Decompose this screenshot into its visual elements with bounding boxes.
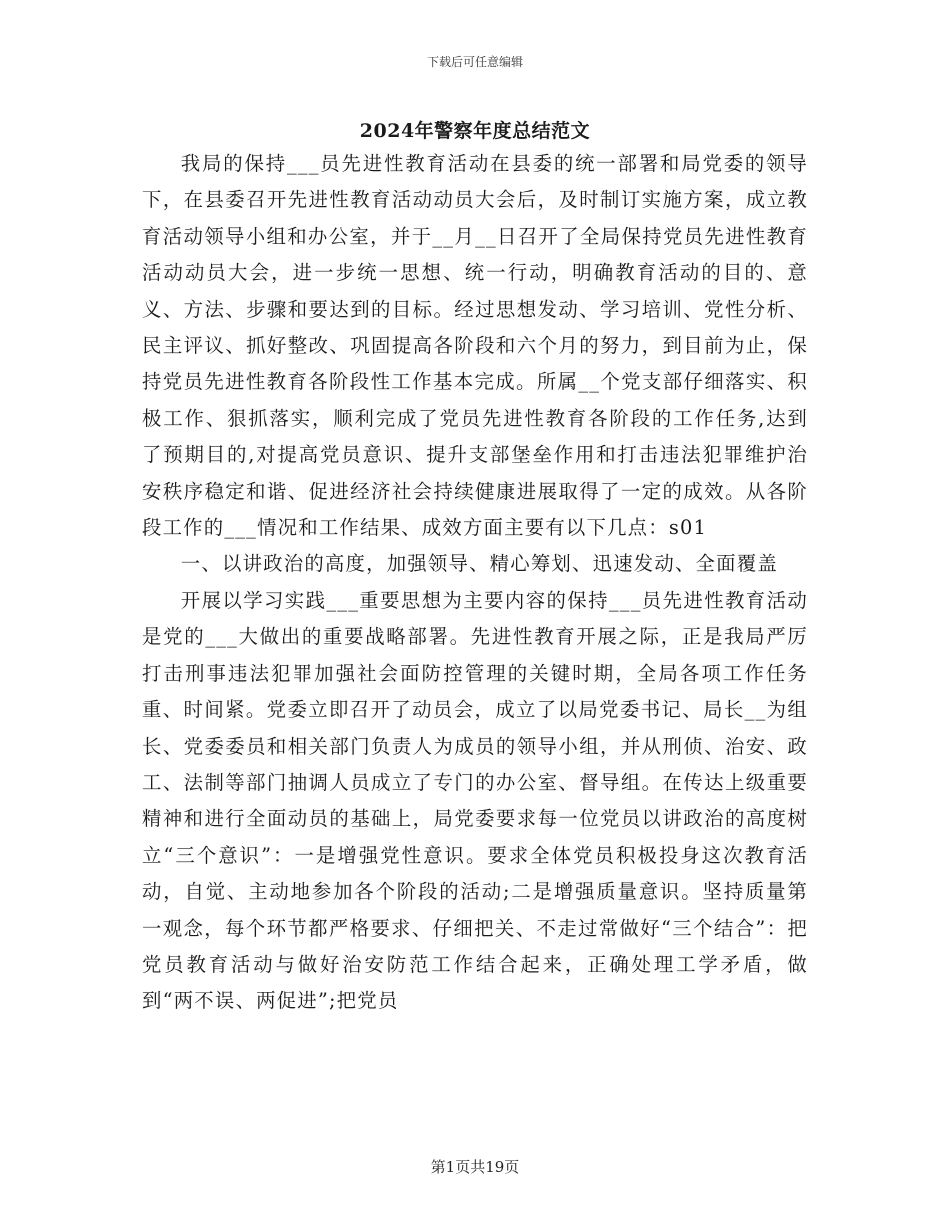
header-note: 下载后可任意编辑 [426, 55, 523, 69]
document-title: 2024年警察年度总结范文 [359, 120, 591, 142]
paragraph-section-1: 开展以学习实践___重要思想为主要内容的保持___员先进性教育活动是党的___大做出的重要战略部署。先进性教育开展之际，正是我局严厉打击刑事违法犯罪加强社会面防控管理的关键时期，全局各项工作任务重、时间紧。党委立即召开了动员会，成立了以局党委书记、局长__为组长、党委委员和相关部门负责人为成员的领导小组，并从刑侦、治安、政工、法制等部门抽调人员成立了专门的办公室、督导组。在传达上级重要精神和进行全面动员的基础上，局党委要求每一位党员以讲政治的高度树立“三个意识”：一是增强党性意识。要求全体党员积极投身这次教育活动，自觉、主动地参加各个阶段的活动;二是增强质量意识。坚持质量第一观念，每个环节都严格要求、仔细把关、不走过常做好“三个结合”：把党员教育活动与做好治安防范工作结合起来，正确处理工学矛盾，做到“两不误、两促进”;把党员 [142, 588, 808, 1013]
page-footer: 第1页共19页 [430, 1158, 520, 1176]
document-body [142, 146, 808, 1020]
paragraph-intro: 我局的保持___员先进性教育活动在县委的统一部署和局党委的领导下，在县委召开先进性教育活动动员大会后，及时制订实施方案，成立教育活动领导小组和办公室，并于__月__日召开了全局保持党员先进性教育活动动员大会，进一步统一思想、统一行动，明确教育活动的目的、意义、方法、步骤和要达到的目标。经过思想发动、学习培训、党性分析、民主评议、抓好整改、巩固提高各阶段和六个月的努力，到目前为止，保持党员先进性教育各阶段性工作基本完成。所属__个党支部仔细落实、积极工作、狠抓落实，顺利完成了党员先进性教育各阶段的工作任务,达到了预期目的,对提高党员意识、提升支部堡垒作用和打击违法犯罪维护治安秩序稳定和谐、促进经济社会持续健康进展取得了一定的成效。从各阶段工作的___情况和工作结果、成效方面主要有以下几点：s01 [142, 152, 808, 540]
section-heading-1: 一、以讲政治的高度，加强领导、精心筹划、迅速发动、全面覆盖 [180, 552, 778, 576]
